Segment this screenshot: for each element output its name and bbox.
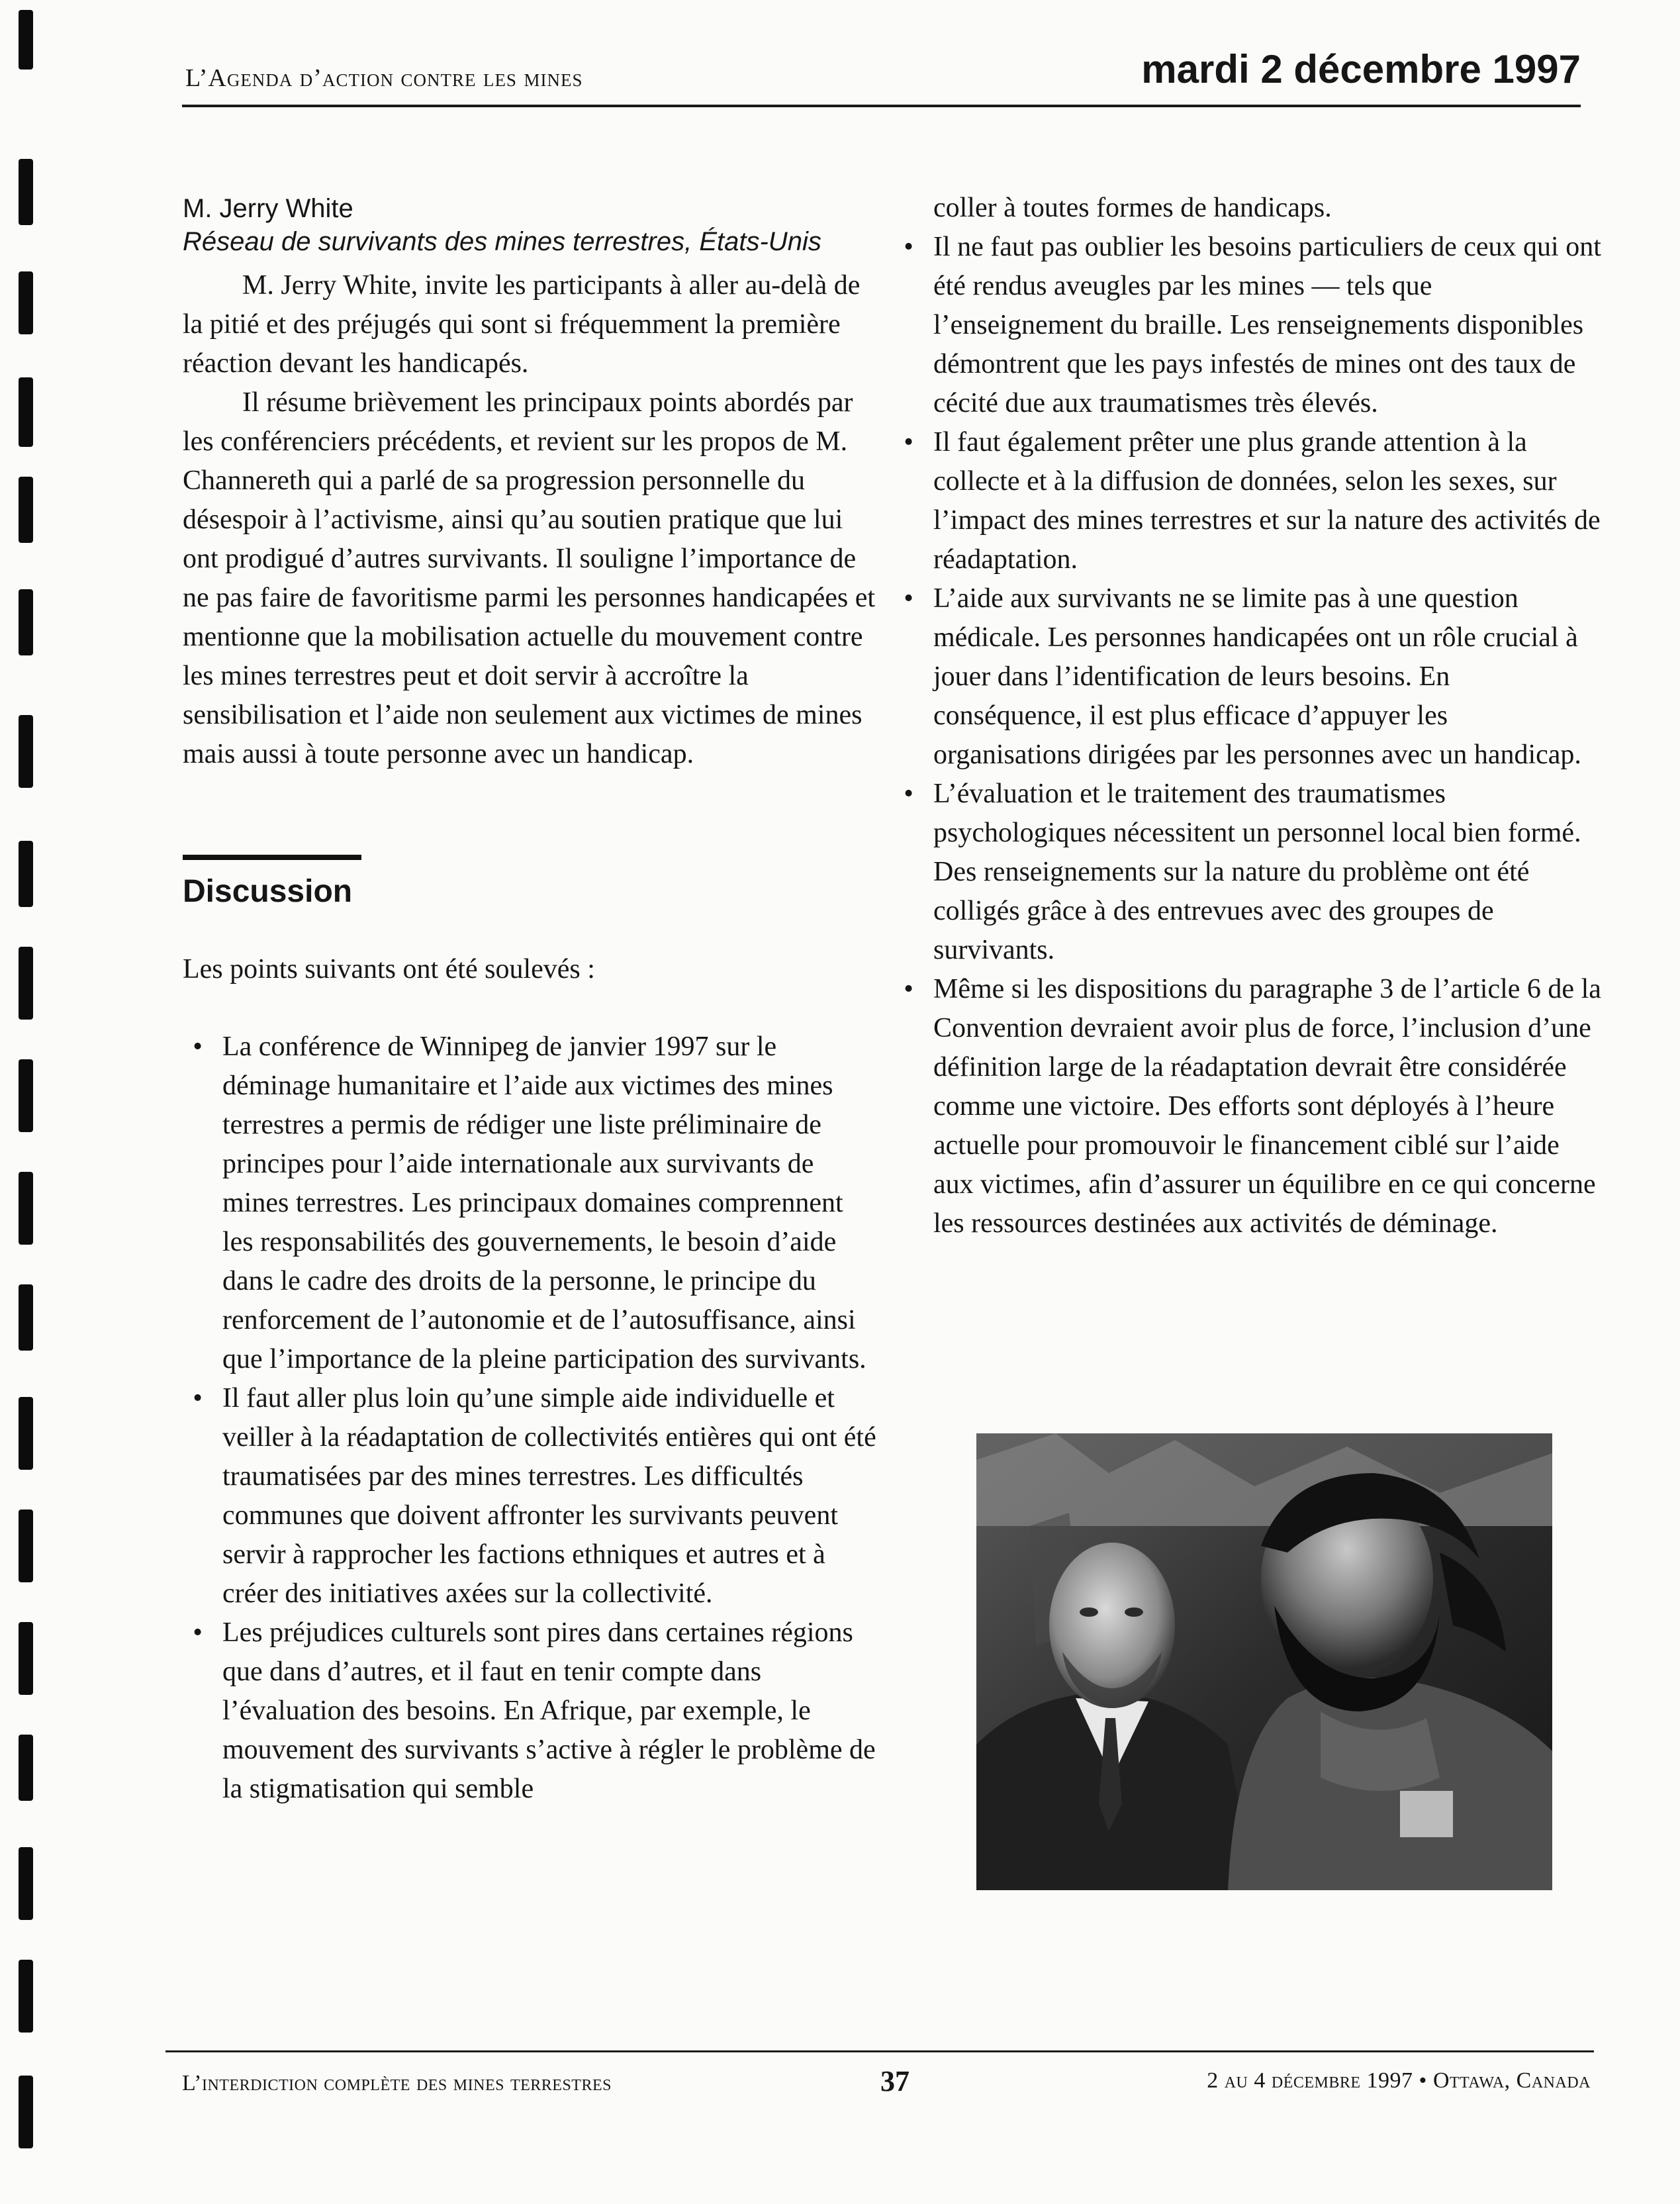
header-rule <box>182 105 1581 107</box>
binding-mark <box>19 947 33 1020</box>
paragraph: Il résume brièvement les principaux points abordés par les conférenciers précédents, et revient sur les propos de M. Channereth qui a parlé de sa progression personnelle du désespoir à l’activisme, ainsi qu’au soutien pratique que lui ont prodigué d’autres survivants. Il souligne l’importance de ne pas faire de favoritisme parmi les personnes handicapées et mentionne que la mobilisation actuelle du mouvement contre les mines terrestres peut et doit servir à accroître la sensibilisation et l’aide non seulement aux victimes de mines mais aussi à toute personne avec un handicap. <box>183 387 876 769</box>
footer-rule <box>165 2050 1594 2052</box>
list-item <box>183 1379 878 1613</box>
binding-mark <box>19 377 33 447</box>
binding-mark <box>19 1735 33 1801</box>
continued-text: coller à toutes formes de handicaps. <box>933 193 1332 223</box>
list-item <box>894 423 1602 579</box>
list-item <box>894 970 1602 1243</box>
binding-mark <box>19 1960 33 2033</box>
binding-mark <box>19 1172 33 1245</box>
binding-mark <box>19 1397 33 1470</box>
bullet-marker: • <box>904 974 913 1004</box>
bullet-marker: • <box>904 779 913 809</box>
list-item <box>894 579 1602 775</box>
binding-mark <box>19 2076 33 2148</box>
list-item <box>183 1028 878 1379</box>
list-item-text: Il faut également prêter une plus grande attention à la collecte et à la diffusion de données, selon les sexes, sur l’impact des mines terrestres et sur la nature des activités de réadaptation. <box>933 427 1601 575</box>
speaker-name: M. Jerry White <box>183 194 353 223</box>
right-column <box>894 189 1602 1243</box>
bullet-marker: • <box>904 232 913 262</box>
list-item-text: L’évaluation et le traitement des traumatismes psychologiques nécessitent un personnel local bien formé. Des renseignements sur la nature du problème ont été colligés grâce à des entrevues avec des groupes de survivants. <box>933 779 1581 965</box>
bullet-marker: • <box>904 583 913 614</box>
binding-mark <box>19 1509 33 1582</box>
list-item-text: Les préjudices culturels sont pires dans certaines régions que dans d’autres, et il faut en tenir compte dans l’évaluation des besoins. En Afrique, par exemple, le mouvement des survivants s’active à régler le problème de la stigmatisation qui semble <box>222 1617 876 1804</box>
binding-mark <box>19 1847 33 1920</box>
binding-mark <box>19 1622 33 1695</box>
paragraph: M. Jerry White, invite les participants à aller au-delà de la pitié et des préjugés qui sont si fréquemment la première réaction devant les handicapés. <box>183 270 861 379</box>
footer-publication-title: L’interdiction complète des mines terrestres <box>182 2071 612 2095</box>
speaker-organization: Réseau de survivants des mines terrestres, États-Unis <box>183 227 821 256</box>
binding-mark <box>19 589 33 655</box>
binding-mark <box>19 477 33 543</box>
left-column <box>183 192 878 1809</box>
bullet-marker: • <box>904 427 913 457</box>
binding-mark <box>19 715 33 788</box>
bullet-list <box>894 228 1602 1243</box>
list-item-text: Il faut aller plus loin qu’une simple aide individuelle et veiller à la réadaptation de collectivités entières qui ont été traumatisées par des mines terrestres. Les difficultés communes que doivent affronter les survivants peuvent servir à rapprocher les factions ethniques et autres et à créer des initiatives axées sur la collectivité. <box>222 1383 876 1609</box>
page-number: 37 <box>880 2065 910 2097</box>
binding-mark <box>19 10 33 70</box>
photograph <box>976 1433 1552 1890</box>
binding-mark <box>19 271 33 334</box>
bullet-marker: • <box>193 1383 203 1413</box>
binding-mark <box>19 1284 33 1351</box>
list-item-text: Même si les dispositions du paragraphe 3 de l’article 6 de la Convention devraient avoir plus de force, l’inclusion d’une définition large de la réadaptation devrait être considérée comme une victoire. Des efforts sont déployés à l’heure actuelle pour promouvoir le financement ciblé sur l’aide aux victimes, afin d’assurer un équilibre en ce qui concerne les ressources destinées aux activités de déminage. <box>933 974 1601 1239</box>
list-item-text: La conférence de Winnipeg de janvier 1997 sur le déminage humanitaire et l’aide aux victimes des mines terrestres a permis de rédiger une liste préliminaire de principes pour l’aide internationale aux survivants de mines terrestres. Les principaux domaines comprennent les responsabilités des gouvernements, le besoin d’aide dans le cadre des droits de la personne, le principe du renforcement de l’autonomie et de l’autosuffisance, ainsi que l’importance de la pleine participation des survivants. <box>222 1031 866 1374</box>
bullet-list <box>183 1028 878 1809</box>
discussion-intro: Les points suivants ont été soulevés : <box>183 954 595 984</box>
list-item <box>894 228 1602 423</box>
list-item <box>183 1613 878 1809</box>
bullet-marker: • <box>193 1031 203 1062</box>
bullet-marker: • <box>193 1617 203 1648</box>
running-header-date: mardi 2 décembre 1997 <box>1141 47 1581 91</box>
list-item-text: Il ne faut pas oublier les besoins particuliers de ceux qui ont été rendus aveugles par les mines — tels que l’enseignement du braille. Les renseignements disponibles démontrent que les pays infestés de mines ont des taux de cécité due aux traumatismes très élevés. <box>933 232 1601 418</box>
binding-mark <box>19 159 33 225</box>
section-title: Discussion <box>183 874 353 909</box>
list-item <box>894 775 1602 970</box>
footer-event-info: 2 au 4 décembre 1997 • Ottawa, Canada <box>1207 2068 1591 2093</box>
binding-mark <box>19 1059 33 1132</box>
list-item-text: L’aide aux survivants ne se limite pas à une question médicale. Les personnes handicapées ont un rôle crucial à jouer dans l’identification de leurs besoins. En conséquence, il est plus efficace d’appuyer les organisations dirigées par les personnes avec un handicap. <box>933 583 1581 770</box>
binding-mark <box>19 841 33 907</box>
section-rule <box>183 855 361 860</box>
running-header-title: L’Agenda d’action contre les mines <box>185 64 583 92</box>
